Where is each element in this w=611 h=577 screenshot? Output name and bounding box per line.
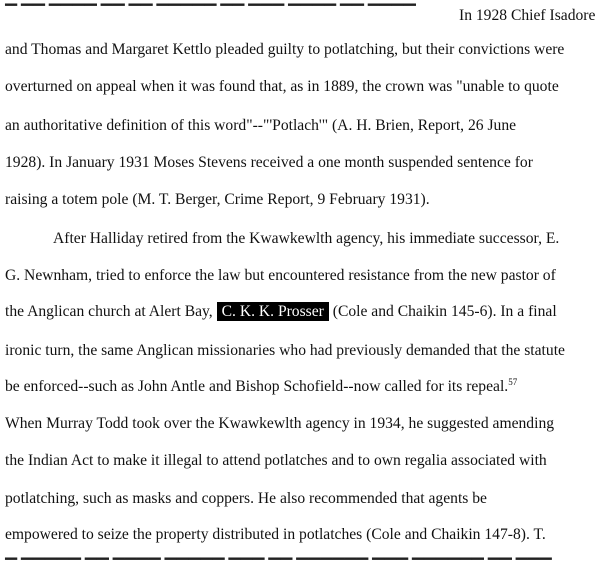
text-line-15: empowered to seize the property distributed in potlatches (Cole and Chaikin 147-8). T. bbox=[5, 526, 546, 543]
text-line-2: and Thomas and Margaret Kettlo pleaded guilty to potlatching, but their convictions were bbox=[5, 41, 565, 58]
clipped-top-line bbox=[0, 0, 611, 6]
text-line-12: When Murray Todd took over the Kwawkewlth agency in 1934, he suggested amending bbox=[5, 415, 555, 432]
text-line-with-highlight bbox=[5, 303, 557, 321]
text-line-13: the Indian Act to make it illegal to attend potlatches and to own regalia associated with bbox=[5, 452, 547, 469]
text-line-10: ironic turn, the same Anglican missionaries who had previously demanded that the statute bbox=[5, 342, 565, 359]
text-line-8: G. Newnham, tried to enforce the law but encountered resistance from the new pastor of bbox=[5, 267, 556, 284]
text-after-highlight: (Cole and Chaikin 145-6). In a final bbox=[332, 303, 557, 320]
text-line-5: 1928). In January 1931 Moses Stevens received a one month suspended sentence for bbox=[5, 154, 533, 171]
footnote-marker[interactable]: 57 bbox=[508, 376, 518, 387]
text-before-highlight: the Anglican church at Alert Bay, bbox=[5, 303, 213, 320]
text-line-14: potlatching, such as masks and coppers. He also recommended that agents be bbox=[5, 490, 487, 507]
text-line-3: overturned on appeal when it was found that, as in 1889, the crown was "unable to quote bbox=[5, 78, 559, 95]
text-line-1: In 1928 Chief Isadore bbox=[459, 7, 596, 24]
highlighted-name[interactable]: C. K. K. Prosser bbox=[217, 302, 329, 321]
text-line-11-body: be enforced--such as John Antle and Bishop Schofield--now called for its repeal. bbox=[5, 378, 509, 395]
text-line-4: an authoritative definition of this word"--"'Potlach'" (A. H. Brien, Report, 26 June bbox=[5, 117, 517, 134]
text-line-6: raising a totem pole (M. T. Berger, Crime Report, 9 February 1931). bbox=[5, 191, 430, 208]
text-line-11 bbox=[5, 378, 517, 396]
clipped-bottom-line: ▔ ▔▔▔▔▔ ▔▔ ▔▔▔▔ ▔▔▔▔▔ ▔▔▔ ▔▔ ▔▔▔▔▔▔ ▔▔▔ ▔▔▔▔▔▔ ▔▔ ▔▔▔ bbox=[5, 559, 552, 576]
paragraph-start-line: After Halliday retired from the Kwawkewlth agency, his immediate successor, E. bbox=[53, 230, 560, 247]
